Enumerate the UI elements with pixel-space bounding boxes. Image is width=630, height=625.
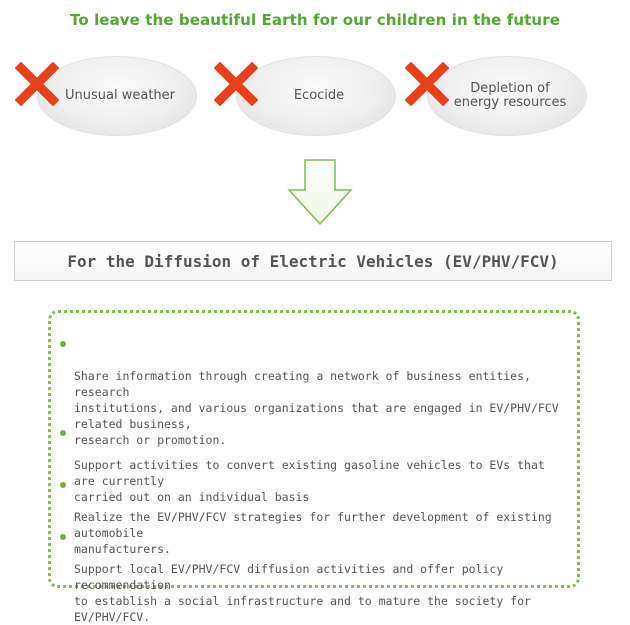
initiative-text: Support local EV/PHV/FCV diffusion activities and offer policy recommendation to establish a social infrastructure and to mature the society for EV/PHV/FCV.: [74, 562, 531, 624]
problem-label: Ecocide: [293, 88, 345, 103]
problem-label: Unusual weather: [65, 88, 175, 103]
initiatives-box: [48, 310, 580, 624]
bullet-icon: [60, 534, 66, 540]
list-item: [60, 529, 570, 625]
initiative-text: Realize the EV/PHV/FCV strategies for further development of existing automobile manufacturers.: [74, 510, 552, 556]
cross-icon: [214, 62, 258, 106]
goal-banner: For the Diffusion of Electric Vehicles (EV/PHV/FCV): [14, 241, 612, 281]
problem-label: Depletion of energy resources: [453, 81, 567, 110]
headline: To leave the beautiful Earth for our children in the future: [70, 11, 560, 29]
problem-ecocide: [214, 56, 414, 136]
bullet-icon: [60, 482, 66, 488]
initiative-text: Support activities to convert existing gasoline vehicles to EVs that are currently carried out on an individual basis: [74, 458, 545, 504]
down-arrow-icon: [285, 158, 355, 228]
cross-icon: [405, 62, 449, 106]
cross-icon: [15, 62, 59, 106]
bullet-icon: [60, 341, 66, 347]
problem-unusual-weather: [15, 56, 215, 136]
bullet-icon: [60, 430, 66, 436]
initiative-text: Share information through creating a network of business entities, research institutions, and various organizations that are engaged in EV/PHV/FCV related business, research or promotion.: [74, 369, 559, 447]
problem-energy-depletion: [405, 56, 605, 136]
